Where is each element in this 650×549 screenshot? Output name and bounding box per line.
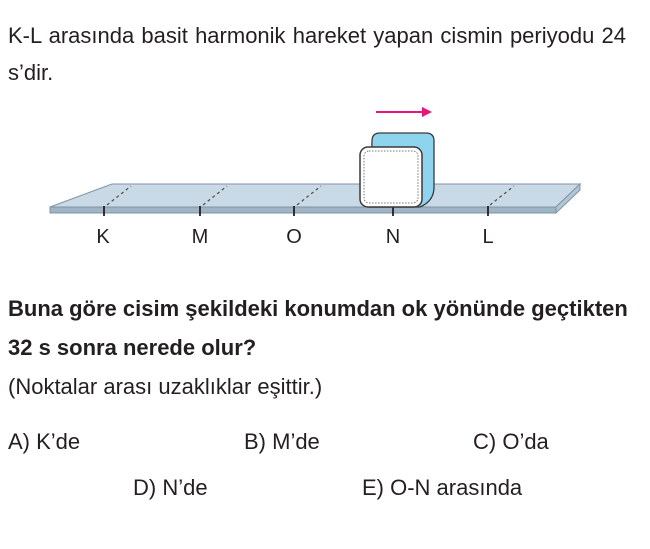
direction-arrow-icon [422, 107, 432, 117]
rail-top-surface [50, 184, 580, 207]
point-label-l: L [482, 226, 494, 248]
option-e[interactable]: E) O-N arasında [362, 475, 523, 500]
point-label-o: O [286, 226, 302, 248]
option-d[interactable]: D) N’de [133, 475, 208, 500]
harmonic-motion-figure [0, 95, 650, 255]
question-text: Buna göre cisim şekildeki konumdan ok yönünde geçtikten 32 s sonra nerede olur? [8, 296, 628, 360]
point-label-k: K [96, 226, 110, 248]
point-label-m: M [191, 226, 209, 248]
option-c[interactable]: C) O’da [473, 429, 549, 454]
problem-statement: K-L arasında basit harmonik hareket yapan cismin periyodu 24 s’dir. [8, 23, 626, 85]
option-b[interactable]: B) M’de [244, 429, 320, 454]
block-front-face [360, 147, 422, 207]
rail-front-face [50, 207, 556, 213]
option-a[interactable]: A) K’de [8, 429, 81, 454]
note-text: (Noktalar arası uzaklıklar eşittir.) [8, 374, 323, 399]
point-label-n: N [385, 226, 401, 248]
